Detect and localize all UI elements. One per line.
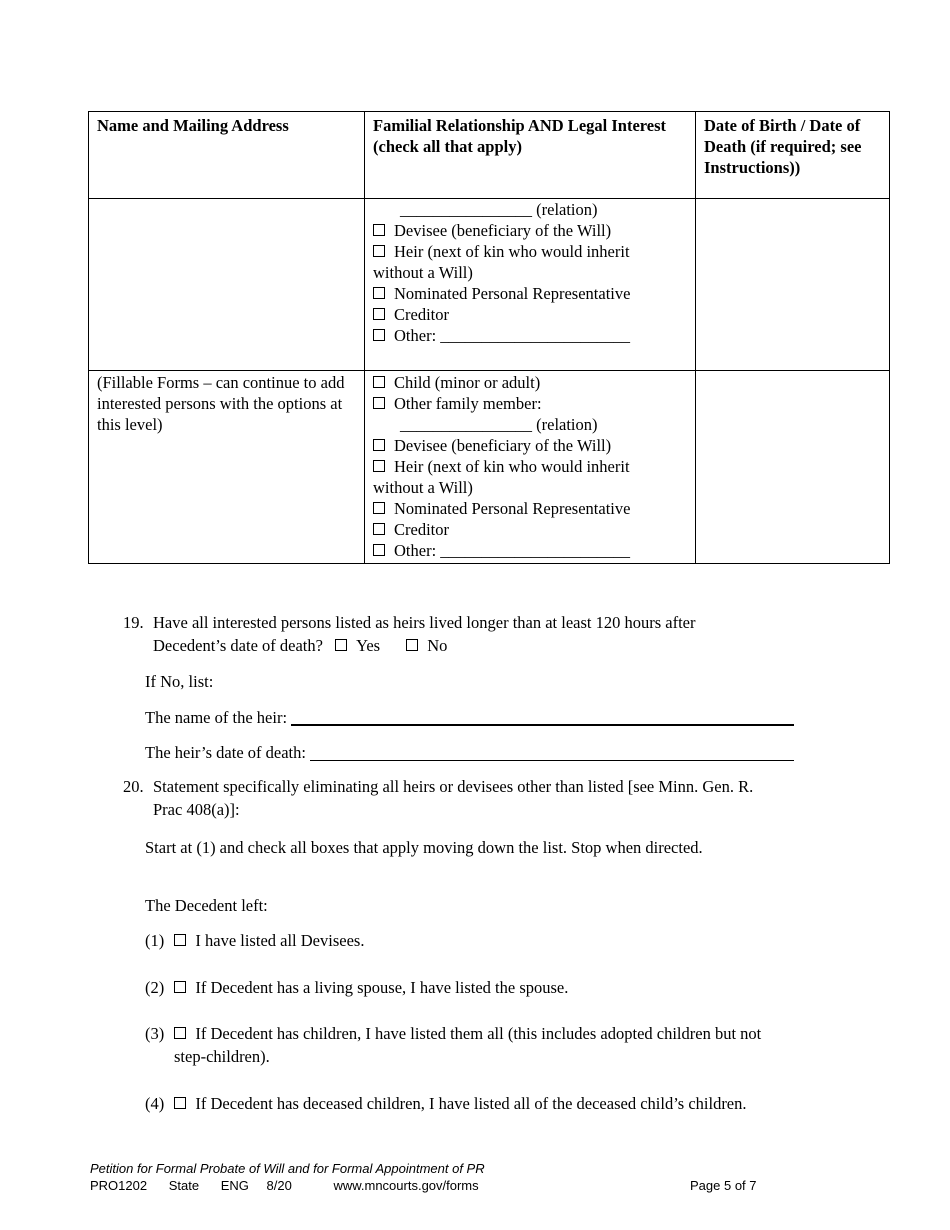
decedent-left: The Decedent left: [145,896,268,915]
checkbox[interactable] [174,934,186,946]
checkbox[interactable] [373,376,385,388]
header-name-address: Name and Mailing Address [89,112,365,199]
question-number: 19. [123,613,144,632]
checkbox[interactable] [373,287,385,299]
instruction: Start at (1) and check all boxes that apply moving down the list. Stop when directed. [145,838,703,857]
item-text: If Decedent has deceased children, I have listed all of the deceased child’s children. [195,1094,747,1113]
option-heir-cont: without a Will) [373,478,473,497]
checkbox[interactable] [174,1097,186,1109]
header-relationship: Familial Relationship AND Legal Interest (check all that apply) [365,112,696,199]
option-heir-cont: without a Will) [373,263,473,282]
no-label: No [427,636,448,655]
option-nominated-pr: Nominated Personal Representative [394,499,631,518]
interested-persons-table [88,111,890,564]
item-text: If Decedent has a living spouse, I have listed the spouse. [195,978,569,997]
heir-name-field[interactable] [291,710,794,726]
item-text: If Decedent has children, I have listed them all (this includes adopted children but not [195,1024,762,1043]
item-number: (4) [145,1094,165,1113]
checkbox[interactable] [174,981,186,993]
option-other-family: Other family member: [394,394,542,413]
option-creditor: Creditor [394,305,449,324]
item-number: (3) [145,1024,165,1043]
heir-death-row [145,741,794,764]
page-number: Page 5 of 7 [690,1178,757,1193]
checkbox[interactable] [373,329,385,341]
option-heir: Heir (next of kin who would inherit [394,242,630,261]
checkbox[interactable] [373,544,385,556]
relation-line[interactable]: ________________ (relation) [400,200,598,219]
row1-dates-cell[interactable] [696,199,890,371]
if-no-list: If No, list: [145,672,214,691]
option-heir: Heir (next of kin who would inherit [394,457,630,476]
option-nominated-pr: Nominated Personal Representative [394,284,631,303]
question-number: 20. [123,777,144,796]
option-other: Other: _______________________ [394,541,631,560]
row2-name-cell[interactable] [89,371,365,564]
checkbox[interactable] [373,308,385,320]
yes-label: Yes [356,636,381,655]
heir-death-label: The heir’s date of death: [145,743,306,762]
statement-item [145,976,568,999]
heir-name-row [145,706,794,729]
checkbox[interactable] [373,523,385,535]
row2-dates-cell[interactable] [696,371,890,564]
yes-checkbox[interactable] [335,639,347,651]
heir-name-label: The name of the heir: [145,708,288,727]
option-child: Child (minor or adult) [394,373,541,392]
checkbox[interactable] [373,224,385,236]
question-text-cont: Decedent’s date of death? [153,636,323,655]
fillable-note: (Fillable Forms – can continue to add interested persons with the options at this level) [97,373,345,434]
row1-name-cell[interactable] [89,199,365,371]
relation-line[interactable]: ________________ (relation) [400,415,598,434]
statement-item [145,929,364,952]
header-dates: Date of Birth / Date of Death (if required; see Instructions)) [696,112,890,199]
question-text: Statement specifically eliminating all heirs or devisees other than listed [see Minn. Gen. R. [153,777,754,796]
footer-language: ENG [220,1178,249,1193]
checkbox[interactable] [373,245,385,257]
item-text: I have listed all Devisees. [195,931,365,950]
checkbox[interactable] [373,460,385,472]
checkbox[interactable] [174,1027,186,1039]
question-20 [123,775,753,821]
option-creditor: Creditor [394,520,449,539]
checkbox[interactable] [373,502,385,514]
question-text: Have all interested persons listed as heirs lived longer than at least 120 hours after [153,613,696,632]
row1-relationship-cell [365,199,696,371]
item-number: (1) [145,931,165,950]
row2-relationship-cell [365,371,696,564]
footer-url[interactable]: www.mncourts.gov/forms [333,1178,479,1193]
footer-date: 8/20 [266,1178,292,1193]
statement-item [145,1092,747,1115]
option-devisee: Devisee (beneficiary of the Will) [394,436,612,455]
option-devisee: Devisee (beneficiary of the Will) [394,221,612,240]
question-text-cont: Prac 408(a)]: [153,800,240,819]
checkbox[interactable] [373,397,385,409]
footer-state: State [168,1178,200,1193]
item-number: (2) [145,978,165,997]
option-other: Other: _______________________ [394,326,631,345]
question-19 [123,611,696,657]
footer-title: Petition for Formal Probate of Will and for Formal Appointment of PR [90,1161,485,1176]
footer-meta [90,1178,479,1194]
form-code: PRO1202 [90,1178,148,1193]
item-text-cont: step-children). [174,1047,270,1066]
statement-item [145,1022,761,1068]
heir-death-field[interactable] [310,746,794,761]
checkbox[interactable] [373,439,385,451]
no-checkbox[interactable] [406,639,418,651]
